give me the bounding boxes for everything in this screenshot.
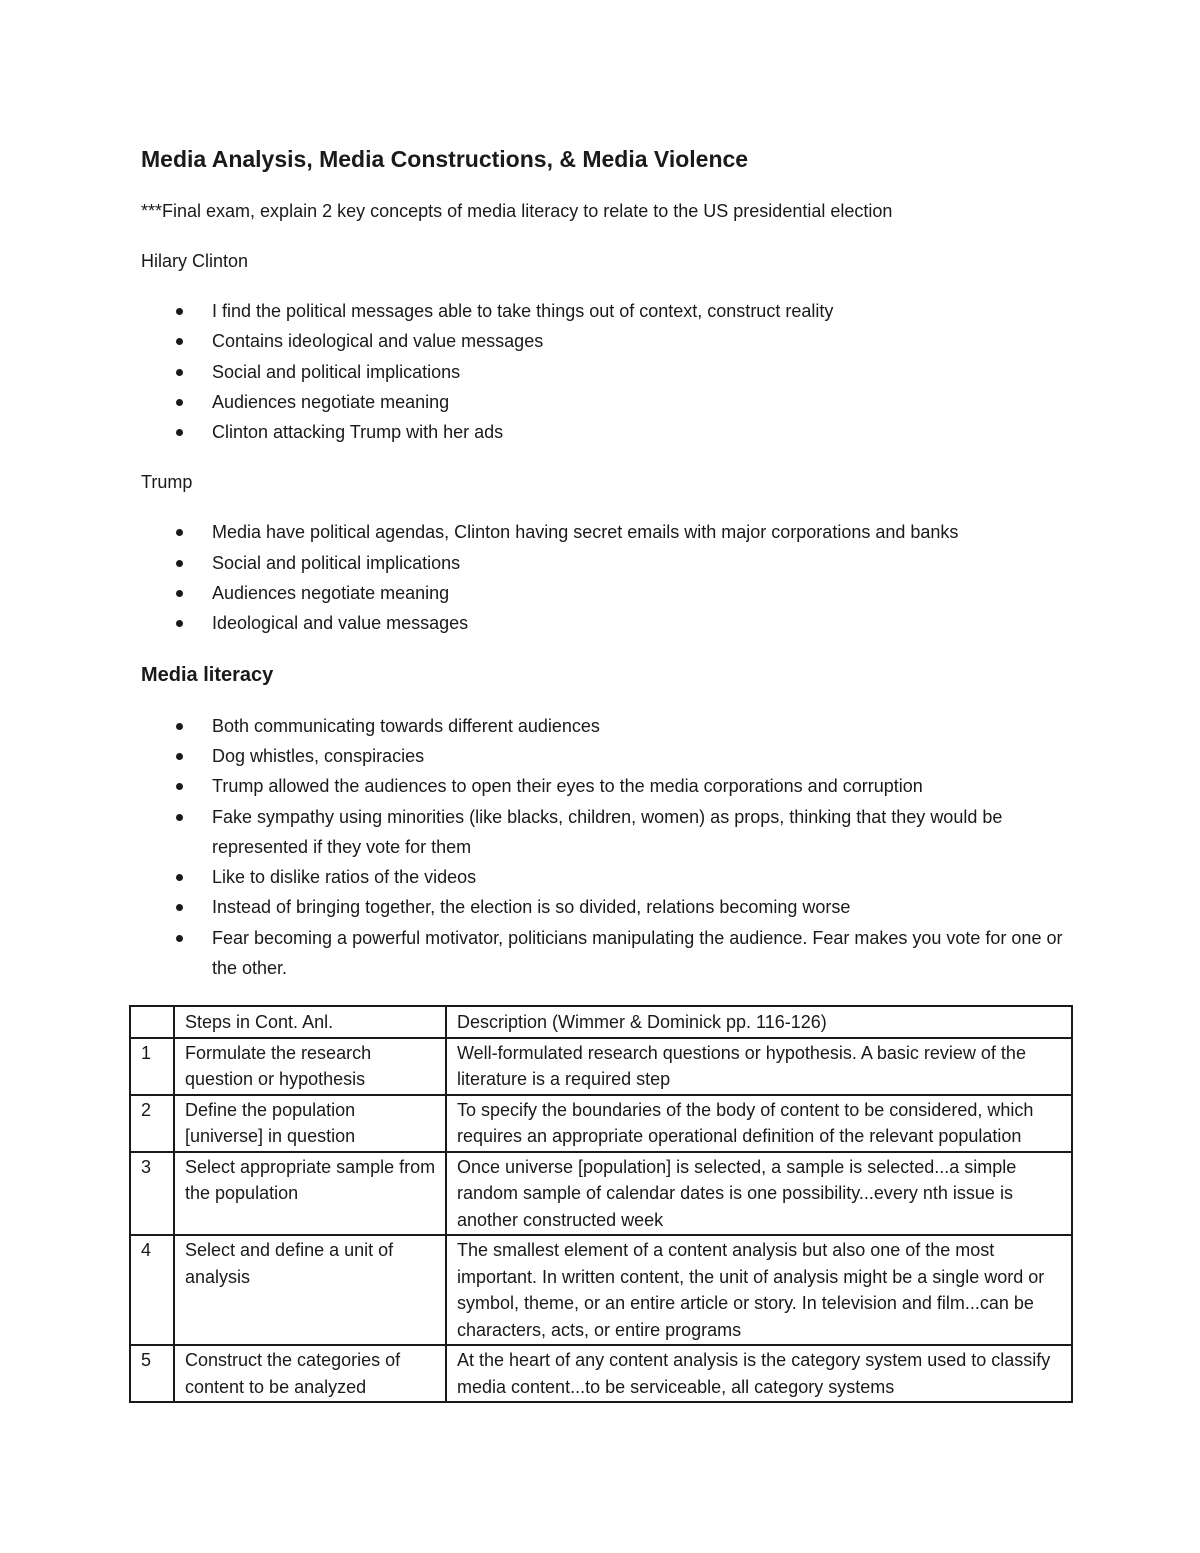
list-item-text: Trump allowed the audiences to open their eyes to the media corporations and corruption (212, 776, 923, 797)
list-item (141, 548, 1071, 578)
bullet-icon (176, 874, 183, 881)
bullet-icon (176, 783, 183, 790)
list-item (141, 326, 1071, 356)
table-row (130, 1095, 1072, 1152)
list-item (141, 296, 1071, 326)
list-item-text: Ideological and value messages (212, 613, 469, 634)
bullet-icon (176, 308, 183, 315)
list-item-text: Both communicating towards different audiences (212, 715, 600, 736)
step-name: Select appropriate sample from the population (174, 1152, 446, 1236)
list-item-text: Contains ideological and value messages (212, 331, 544, 352)
step-number: 5 (130, 1345, 174, 1402)
step-name: Construct the categories of content to be analyzed (174, 1345, 446, 1402)
list-item-text: I find the political messages able to take things out of context, construct reality (212, 301, 834, 321)
step-name: Formulate the research question or hypothesis (174, 1038, 446, 1095)
table-row (130, 1235, 1072, 1345)
list-item (141, 892, 1071, 922)
clinton-label: Hilary Clinton (141, 251, 249, 271)
media-literacy-heading: Media literacy (141, 663, 274, 686)
bullet-icon (176, 429, 183, 436)
step-description: At the heart of any content analysis is the category system used to classify media content...to be serviceable, all category systems (446, 1345, 1072, 1402)
table-row (130, 1038, 1072, 1095)
list-item (141, 357, 1071, 387)
list-item (141, 923, 1071, 984)
list-item (141, 862, 1071, 892)
list-item (141, 578, 1071, 608)
document-title: Media Analysis, Media Constructions, & Media Violence (141, 146, 749, 172)
content-analysis-table (129, 1005, 1073, 1403)
step-description: Well-formulated research questions or hypothesis. A basic review of the literature is a required step (446, 1038, 1072, 1095)
list-item-text: Audiences negotiate meaning (212, 583, 450, 604)
bullet-icon (176, 814, 183, 821)
bullet-icon (176, 529, 183, 536)
step-description: Once universe [population] is selected, a sample is selected...a simple random sample of calendar dates is one possibility...every nth issue is another constructed week (446, 1152, 1072, 1236)
list-item-text: Media have political agendas, Clinton having secret emails with major corporations and banks (212, 522, 959, 543)
table-header-row (130, 1006, 1072, 1038)
document-body (141, 142, 1071, 983)
step-description: To specify the boundaries of the body of content to be considered, which requires an appropriate operational definition of the relevant population (446, 1095, 1072, 1152)
step-name: Select and define a unit of analysis (174, 1235, 446, 1345)
media-literacy-list (141, 711, 1071, 984)
list-item (141, 802, 1071, 863)
list-item (141, 608, 1071, 638)
bullet-icon (176, 935, 183, 942)
list-item (141, 417, 1071, 447)
bullet-icon (176, 560, 183, 567)
list-item-text: Social and political implications (212, 361, 461, 382)
list-item (141, 741, 1071, 771)
table-header-cell: Description (Wimmer & Dominick pp. 116-126) (446, 1006, 1072, 1038)
trump-list (141, 517, 1071, 638)
list-item-text: Like to dislike ratios of the videos (212, 867, 477, 888)
step-number: 2 (130, 1095, 174, 1152)
bullet-icon (176, 620, 183, 627)
step-name: Define the population [universe] in question (174, 1095, 446, 1152)
list-item (141, 711, 1071, 741)
bullet-icon (176, 904, 183, 911)
table-row (130, 1152, 1072, 1236)
bullet-icon (176, 753, 183, 760)
step-number: 1 (130, 1038, 174, 1095)
exam-note: ***Final exam, explain 2 key concepts of media literacy to relate to the US presidential election (141, 201, 893, 221)
list-item (141, 771, 1071, 801)
list-item (141, 387, 1071, 417)
table-header-cell (130, 1006, 174, 1038)
list-item-text: Social and political implications (212, 552, 461, 573)
table-row (130, 1345, 1072, 1402)
bullet-icon (176, 369, 183, 376)
bullet-icon (176, 399, 183, 406)
list-item-text: Dog whistles, conspiracies (212, 745, 425, 766)
bullet-icon (176, 338, 183, 345)
list-item-text: Audiences negotiate meaning (212, 391, 450, 412)
step-description: The smallest element of a content analysis but also one of the most important. In written content, the unit of analysis might be a single word or symbol, theme, or an entire article or story. In television and film...can be characters, acts, or entire programs (446, 1235, 1072, 1345)
bullet-icon (176, 723, 183, 730)
list-item-text: Fake sympathy using minorities (like blacks, children, women) as props, thinking that they would be represented if they vote for them (212, 806, 1003, 857)
clinton-list (141, 296, 1071, 447)
step-number: 3 (130, 1152, 174, 1236)
table-header-cell: Steps in Cont. Anl. (174, 1006, 446, 1038)
step-number: 4 (130, 1235, 174, 1345)
trump-label: Trump (141, 472, 193, 493)
list-item-text: Fear becoming a powerful motivator, politicians manipulating the audience. Fear makes you vote for one or the other. (212, 927, 1063, 979)
bullet-icon (176, 590, 183, 597)
list-item (141, 517, 1071, 547)
list-item-text: Instead of bringing together, the election is so divided, relations becoming worse (212, 897, 851, 918)
list-item-text: Clinton attacking Trump with her ads (212, 422, 504, 443)
